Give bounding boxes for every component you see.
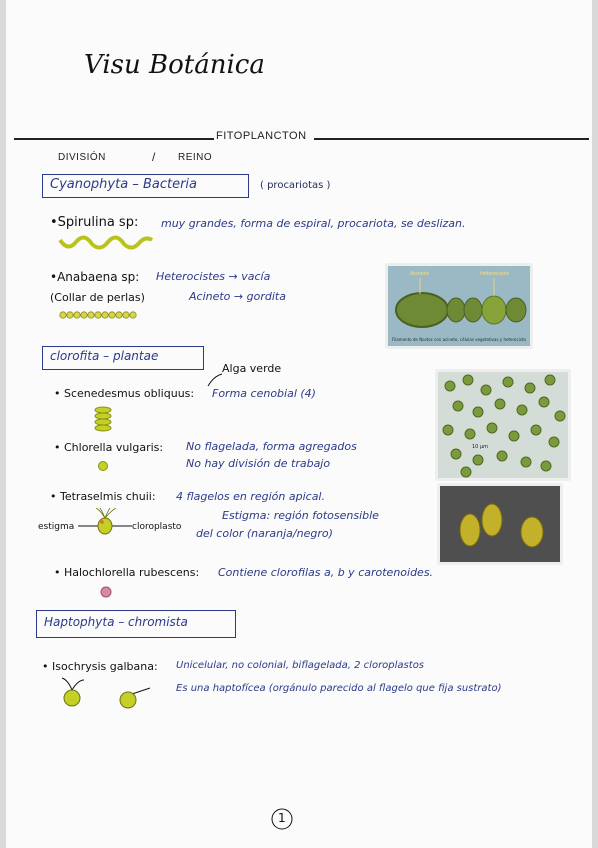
chlorella-line2: No hay división de trabajo — [186, 457, 331, 470]
header-division: DIVISIÓN — [58, 152, 106, 163]
section-heading: FITOPLANCTON — [216, 130, 307, 142]
chlorella-line1: No flagelada, forma agregados — [186, 440, 357, 453]
section-rule-left — [14, 138, 214, 140]
photo-label-heterocisto: Heterocisto — [480, 271, 509, 277]
tetraselmis-line1: 4 flagelos en región apical. — [176, 490, 325, 503]
estigma-label: estigma — [38, 522, 75, 532]
scenedesmus-name: • Scenedesmus obliquus: — [54, 387, 195, 400]
cyanophyta-label: Cyanophyta – Bacteria — [50, 177, 197, 192]
anabaena-drawing — [58, 310, 143, 320]
tetraselmis-line2: Estigma: región fotosensible — [222, 509, 379, 522]
header-reino: REINO — [178, 152, 213, 163]
scenedesmus-desc: Forma cenobial (4) — [212, 387, 316, 400]
tetraselmis-photo-art — [440, 486, 560, 562]
halochlorella-drawing — [99, 585, 113, 599]
scenedesmus-drawing — [92, 406, 114, 432]
photo-caption: Filamento de Nostoc con acineto, células vegetativas y heterocisto — [392, 337, 526, 342]
clorofita-label: clorofita – plantae — [50, 349, 159, 363]
isochrysis-drawing-2 — [116, 684, 152, 710]
anabaena-photo-art — [388, 266, 530, 346]
tetraselmis-drawing — [78, 508, 134, 540]
halochlorella-name: • Halochlorella rubescens: — [54, 566, 200, 579]
cloroplasto-label: cloroplasto — [132, 522, 182, 532]
anabaena-line2a: (Collar de perlas) — [50, 291, 145, 304]
chlorella-name: • Chlorella vulgaris: — [54, 441, 164, 454]
photo-label-acineto: Acineto — [410, 271, 429, 277]
header-slash: / — [152, 150, 156, 164]
isochrysis-line1: Unicelular, no colonial, biflagelada, 2 cloroplastos — [176, 660, 425, 671]
anabaena-line1: Heterocistes → vacía — [156, 270, 271, 283]
chlorella-drawing — [97, 460, 109, 472]
anabaena-line2b: Acineto → gordita — [189, 290, 286, 303]
isochrysis-drawing-1 — [58, 676, 88, 708]
spirulina-name: •Spirulina sp: — [50, 215, 139, 230]
tetraselmis-name: • Tetraselmis chuii: — [50, 490, 156, 503]
page-title: Visu Botánica — [84, 50, 265, 80]
chlorella-photo — [436, 370, 570, 480]
page-number: 1 — [278, 811, 286, 825]
notebook-page — [6, 0, 592, 848]
procariotas-note: ( procariotas ) — [260, 180, 331, 191]
haptophyta-label: Haptophyta – chromista — [44, 615, 188, 629]
section-rule-right — [314, 138, 589, 140]
chlorella-scale: 10 µm — [472, 444, 489, 450]
tetraselmis-line3: del color (naranja/negro) — [196, 527, 333, 540]
spirulina-drawing — [58, 234, 158, 254]
alga-arrow — [206, 372, 224, 388]
isochrysis-name: • Isochrysis galbana: — [42, 660, 158, 673]
chlorella-photo-art — [438, 372, 568, 478]
isochrysis-line2: Es una haptofícea (orgánulo parecido al flagelo que fija sustrato) — [176, 683, 502, 694]
anabaena-name: •Anabaena sp: — [50, 270, 140, 284]
alga-verde-note: Alga verde — [222, 362, 282, 375]
spirulina-desc: muy grandes, forma de espiral, procariota, se deslizan. — [161, 217, 466, 230]
halochlorella-desc: Contiene clorofilas a, b y carotenoides. — [218, 566, 434, 579]
anabaena-photo — [386, 264, 532, 348]
tetraselmis-photo — [438, 484, 562, 564]
